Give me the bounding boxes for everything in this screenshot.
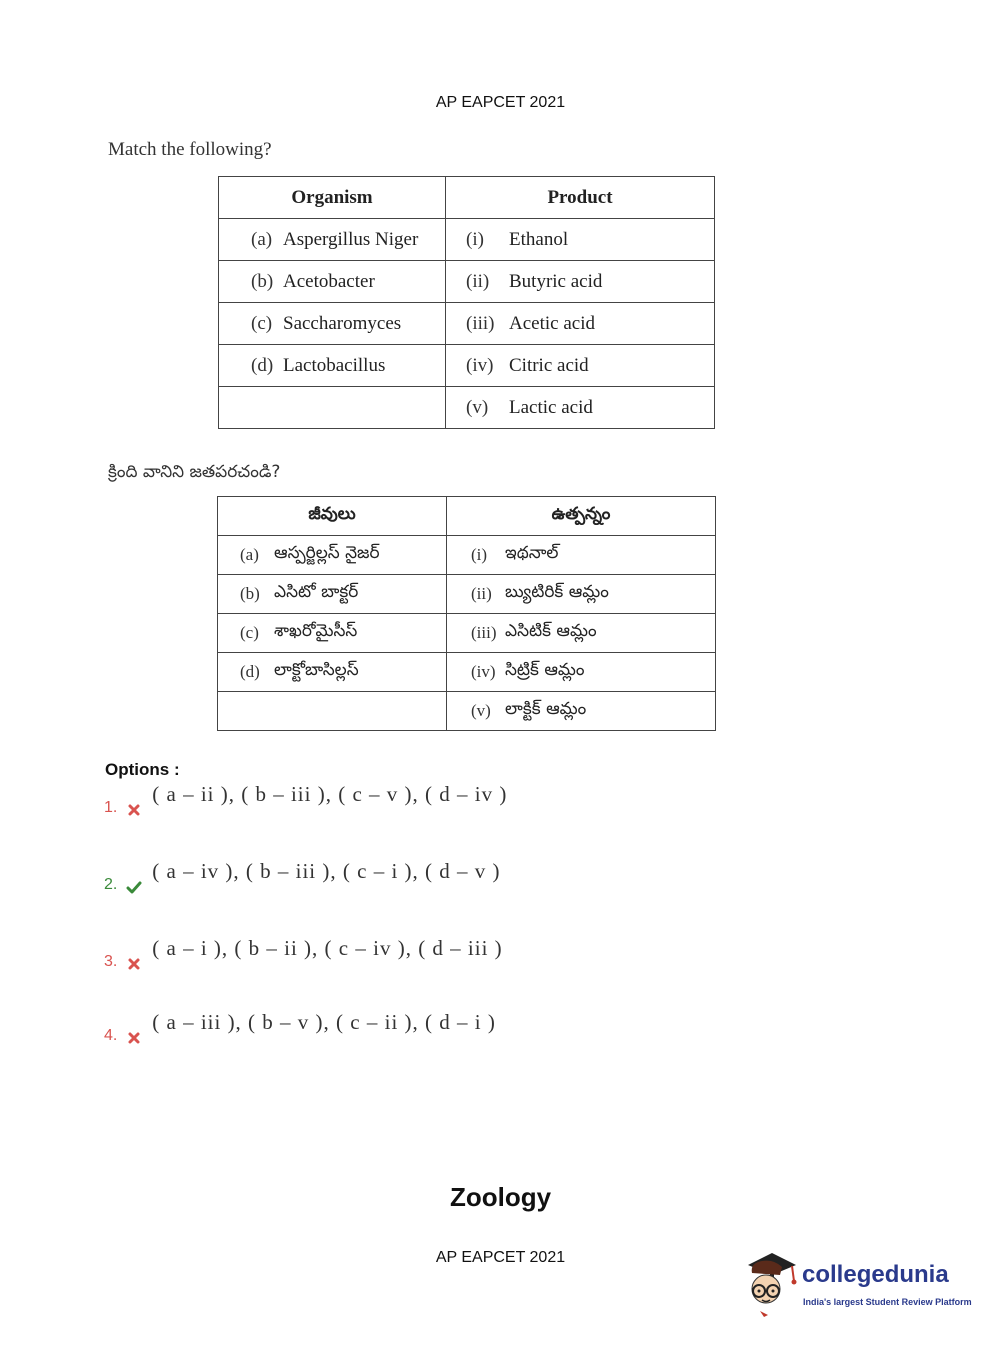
- table-row: [218, 653, 716, 692]
- column-header-organism-te: జీవులు: [218, 497, 447, 536]
- organism-name: Acetobacter: [283, 270, 375, 292]
- table-row: [218, 575, 716, 614]
- product-name: లాక్టిక్ ఆమ్లం: [505, 699, 587, 719]
- table-row: [219, 261, 715, 303]
- product-key: (iii): [471, 623, 497, 642]
- product-name: సిట్రిక్ ఆమ్లం: [505, 660, 585, 680]
- organism-key: (d): [240, 662, 260, 681]
- table-row: [219, 219, 715, 261]
- question-title-en: Match the following?: [108, 139, 272, 160]
- option-text: ( a – iii ), ( b – v ), ( c – ii ), ( d – i ): [152, 1010, 496, 1034]
- table-row: [218, 536, 716, 575]
- cross-icon: [126, 1031, 142, 1045]
- column-header-product: Product: [446, 177, 715, 219]
- question-title-te: క్రింది వానిని జతపరచండి?: [108, 462, 281, 482]
- table-header-row: [218, 497, 716, 536]
- organism-name: Saccharomyces: [283, 312, 402, 334]
- option-number: 1.: [104, 799, 118, 816]
- product-name: ఎసిటిక్ ఆమ్లం: [505, 621, 597, 641]
- product-key: (iv): [471, 662, 496, 681]
- organism-key: (c): [240, 623, 259, 642]
- organism-name: లాక్టోబాసిల్లస్: [274, 660, 359, 680]
- organism-name: Aspergillus Niger: [283, 228, 419, 250]
- option-number: 2.: [104, 876, 118, 893]
- option-number: 3.: [104, 953, 118, 970]
- option-4[interactable]: [104, 1010, 496, 1045]
- product-key: (iii): [466, 312, 495, 334]
- cross-icon: [126, 803, 142, 817]
- organism-name: ఎసిటో బాక్టర్: [274, 582, 359, 602]
- product-name: Acetic acid: [509, 312, 595, 334]
- option-number: 4.: [104, 1027, 118, 1044]
- product-key: (i): [471, 545, 488, 564]
- product-name: ఇథనాల్: [505, 543, 559, 563]
- product-key: (ii): [466, 270, 490, 292]
- page-header: AP EAPCET 2021: [435, 94, 566, 111]
- product-key: (ii): [471, 584, 492, 603]
- options-label: Options :: [105, 760, 180, 779]
- table-row: [218, 614, 716, 653]
- product-name: Butyric acid: [509, 270, 603, 292]
- product-name: Ethanol: [509, 228, 569, 250]
- option-2[interactable]: [104, 859, 501, 894]
- column-header-product-te: ఉత్పన్నం: [447, 497, 716, 536]
- product-key: (v): [466, 396, 489, 418]
- organism-key: (a): [240, 545, 259, 564]
- option-3[interactable]: [104, 936, 503, 971]
- section-title: Zoology: [449, 1182, 552, 1212]
- product-key: (i): [466, 228, 484, 250]
- column-header-organism: Organism: [219, 177, 446, 219]
- checkmark-icon: [126, 880, 142, 894]
- organism-key: (c): [251, 312, 273, 334]
- collegedunia-logo[interactable]: [742, 1249, 972, 1319]
- product-name: బ్యుటిరిక్ ఆమ్లం: [505, 582, 609, 602]
- cross-icon: [126, 957, 142, 971]
- organism-name: ఆస్పర్జిల్లస్ నైజర్: [274, 543, 380, 563]
- table-row: [218, 692, 716, 731]
- match-table-telugu: [217, 496, 716, 731]
- product-name: Citric acid: [509, 354, 589, 376]
- organism-key: (d): [251, 354, 274, 376]
- organism-key: (a): [251, 228, 273, 250]
- option-text: ( a – i ), ( b – ii ), ( c – iv ), ( d – iii ): [152, 936, 503, 960]
- page-footer: AP EAPCET 2021: [435, 1249, 566, 1266]
- table-row: [219, 345, 715, 387]
- organism-name: Lactobacillus: [283, 354, 386, 376]
- mascot-icon: [742, 1249, 800, 1319]
- logo-wordmark: collegedunia: [802, 1261, 949, 1288]
- product-key: (v): [471, 701, 491, 720]
- organism-name: శాఖరోమైసీస్: [274, 621, 358, 641]
- table-header-row: [219, 177, 715, 219]
- match-table-english: [218, 176, 715, 429]
- logo-tagline: India's largest Student Review Platform: [803, 1297, 972, 1307]
- product-name: Lactic acid: [509, 396, 593, 418]
- option-text: ( a – iv ), ( b – iii ), ( c – i ), ( d – v ): [152, 859, 501, 883]
- table-row: [219, 303, 715, 345]
- product-key: (iv): [466, 354, 494, 376]
- organism-key: (b): [240, 584, 260, 603]
- table-row: [219, 387, 715, 429]
- organism-key: (b): [251, 270, 274, 292]
- option-text: ( a – ii ), ( b – iii ), ( c – v ), ( d – iv ): [152, 782, 508, 806]
- option-1[interactable]: [104, 782, 508, 817]
